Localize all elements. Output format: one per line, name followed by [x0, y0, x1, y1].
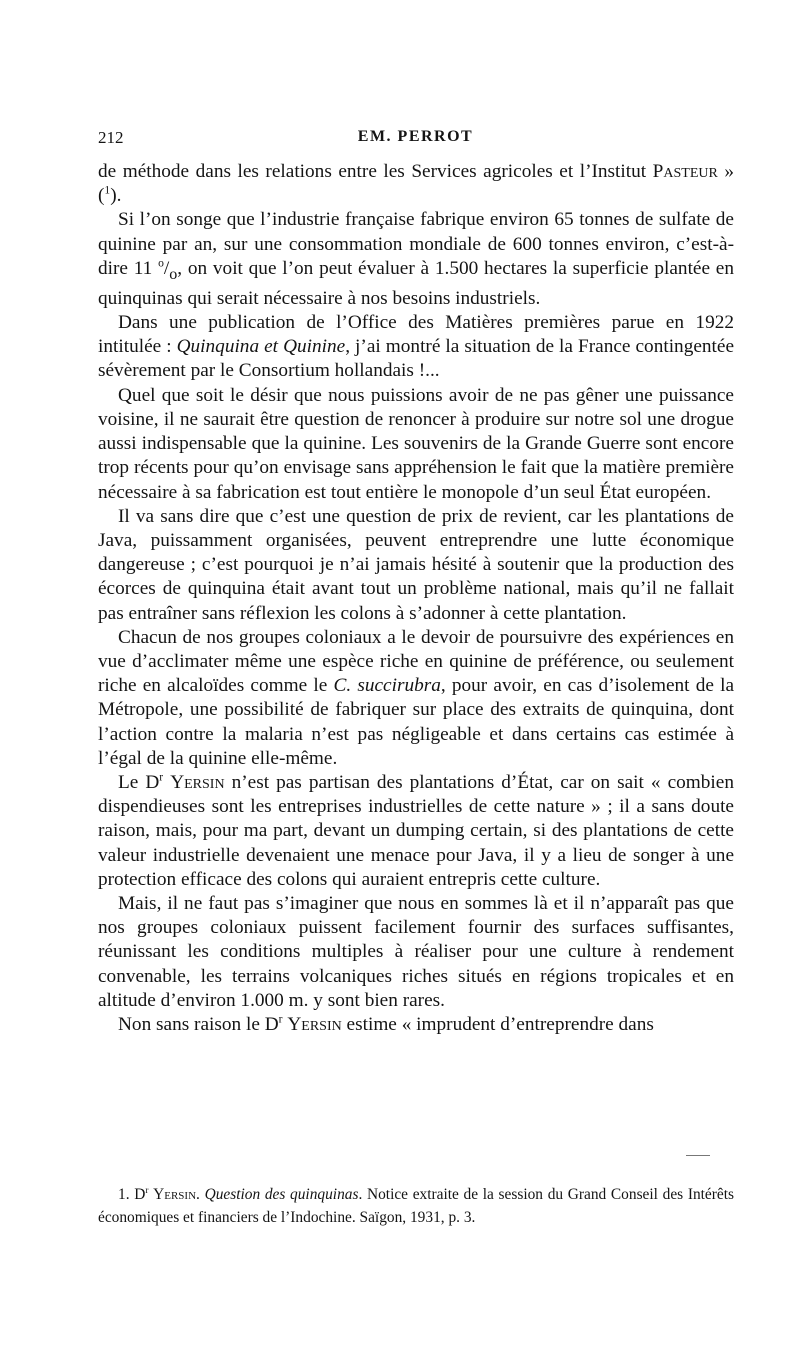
text-run: Quinquina et Quinine: [176, 336, 346, 358]
paragraph: [98, 771, 734, 892]
text-run: de méthode dans les relations entre les Services agricoles et l’Institut: [98, 161, 653, 182]
paragraph: [98, 160, 734, 208]
paragraph: [98, 384, 734, 505]
text-run: Yersin: [153, 1186, 197, 1203]
text-run: Quel que soit le désir que nous puissions avoir de ne pas gêner une puissance voisine, il ne saurait être question de renoncer à produire sur notre sol une drogue aussi indispensable que la quinine. Les souvenirs de la Grande Guerre sont encore trop récents pour qu’on envisage sans appréhension le fait que la matière première nécessaire à sa fabrication est tout entière le monopole d’un seul État européen.: [98, 384, 734, 503]
text-run: , on voit que l’on peut évaluer à 1.500 hectares la superficie plantée en quinquinas qui serait nécessaire à nos besoins industriels.: [98, 257, 735, 309]
text-run: Il va sans dire que c’est une question de prix de revient, car les plantations de Java, puissamment organisées, peuvent entreprendre une lutte économique dangereuse ; c’est pourquoi je n’ai jamais hésité à soutenir que la production des écorces de quinquina était avant tout un problème national, mais qu’il ne fallait pas entraîner sans réflexion les colons à s’adonner à cette plantation.: [98, 505, 734, 624]
footnote: [98, 1183, 734, 1229]
text-run: Dans une publication de l’Office des Matières premières parue en 1922 intitulée :: [98, 312, 734, 358]
paragraph: [98, 892, 734, 1013]
paragraph: [98, 311, 734, 384]
text-run: ).: [110, 185, 122, 207]
text-run: Yersin: [287, 1013, 342, 1035]
paragraph: [98, 1013, 734, 1037]
text-run: Pasteur: [652, 161, 718, 182]
paragraph: [98, 505, 734, 626]
paragraph: [98, 626, 734, 771]
text-run: /: [163, 257, 170, 279]
text-run: r: [159, 770, 164, 784]
text-run: o: [158, 256, 164, 270]
text-run: estime « imprudent d’entreprendre dans: [341, 1013, 654, 1035]
text-run: .: [196, 1186, 205, 1203]
text-run: Question des quinquinas: [204, 1186, 359, 1203]
text-run: . Notice extraite de la session du Grand Conseil des Intérêts économiques et financiers de l’Indochine. Saïgon, 1931, p. 3.: [98, 1186, 734, 1226]
body-text: [98, 160, 734, 1037]
text-run: C. succirubra: [333, 675, 441, 697]
text-run: Mais, il ne faut pas s’imaginer que nous en sommes là et il n’apparaît pas que nos groupes coloniaux puissent facilement fournir des surfaces suffisantes, réunissant les conditions multiples à réaliser pour une culture à rendement convenable, les terrains volcaniques riches situés en régions tropicales et en altitude d’environ 1.000 m. y sont bien rares.: [98, 892, 734, 1011]
text-run: Chacun de nos groupes coloniaux a le devoir de poursuivre des expériences en vue d’acclimater même une espèce riche en quinine de préférence, ou seulement riche en alcaloïdes comme le: [98, 626, 734, 697]
text-run: Si l’on songe que l’industrie française fabrique environ 65 tonnes de sulfate de quinine par an, sur une consommation mondiale de 600 tonnes environ, c’est-à-dire 11: [98, 209, 734, 279]
paragraph: [98, 208, 734, 311]
text-run: 1: [104, 183, 111, 197]
text-run: Non sans raison le D: [118, 1013, 279, 1035]
text-run: , j’ai montré la situation de la France contingentée sévèrement par le Consortium hollandais !...: [98, 336, 735, 382]
text-run: 1. D: [118, 1186, 146, 1203]
page-number: 212: [98, 128, 124, 147]
text-run: r: [145, 1184, 149, 1195]
text-run: r: [278, 1012, 283, 1026]
text-run: , pour avoir, en cas d’isolement de la Métropole, une possibilité de fabriquer sur place des extraits de quinquina, dont l’action contre la malaria n’est pas négligeable et dans certains cas estimée à l’égal de la quinine elle-même.: [98, 675, 734, 769]
text-run: » (: [98, 161, 734, 207]
page-header: [98, 128, 733, 152]
footnote-rule: [686, 1155, 710, 1156]
text-run: o: [169, 265, 178, 283]
text-run: Le D: [118, 771, 160, 793]
running-head: EM. PERROT: [357, 128, 474, 145]
text-run: Yersin: [170, 771, 225, 793]
text-run: n’est pas partisan des plantations d’État, car on sait « combien dispendieuses sont les entreprises industrielles de cette nature » ; il a sans doute raison, mais, pour ma part, devant un dumping certain, si des plantations de cette valeur industrielle devenaient une menace pour Java, il y a lieu de songer à une protection efficace des colons qui auraient entrepris cette culture.: [98, 771, 734, 890]
